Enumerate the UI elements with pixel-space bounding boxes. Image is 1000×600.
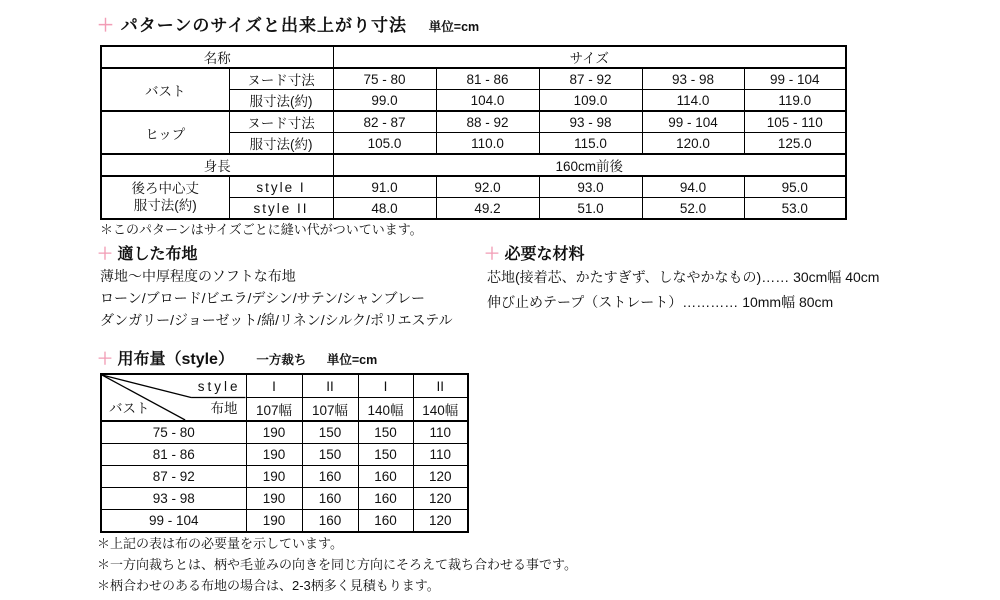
fabric-line: ダンガリー/ジョーゼット/綿/リネン/シルク/ポリエステル: [100, 312, 453, 328]
yardage-cell: 120: [413, 466, 468, 488]
yardage-row: [101, 466, 468, 488]
yardage-cell: 190: [246, 510, 302, 533]
size-table-header-row: [101, 46, 846, 68]
size-cell: 93 - 98: [642, 68, 744, 90]
width-header-cell: 107幅: [246, 398, 302, 422]
yardage-row: [101, 421, 468, 444]
size-cell: 104.0: [436, 90, 539, 112]
style-header-cell: II: [413, 374, 468, 398]
size-cell: 75 - 80: [333, 68, 436, 90]
materials-section-title: [484, 241, 584, 264]
plus-icon: ＋: [97, 16, 115, 35]
yardage-cell: 160: [358, 510, 413, 533]
size-table: [100, 45, 847, 220]
hip-garment-label-cell: 服寸法(約): [229, 133, 333, 155]
size-cell: 91.0: [333, 176, 436, 198]
yardage-cell: 160: [358, 488, 413, 510]
size-cell: 81 - 86: [436, 68, 539, 90]
corner-style-label: style: [197, 379, 241, 394]
size-header-cell: サイズ: [333, 46, 846, 68]
yardage-cell: 190: [246, 421, 302, 444]
plus-icon: ＋: [484, 246, 501, 263]
page-title: [97, 11, 479, 36]
size-cell: 115.0: [539, 133, 642, 155]
yardage-row-label: 87 - 92: [101, 466, 246, 488]
materials-section-body: [487, 265, 879, 315]
yardage-cell: 190: [246, 488, 302, 510]
materials-section-title-text: 必要な材料: [504, 246, 585, 263]
height-label-cell: 身長: [101, 154, 333, 176]
yardage-cell: 190: [246, 444, 302, 466]
size-cell: 48.0: [333, 198, 436, 220]
size-cell: 93.0: [539, 176, 642, 198]
corner-fabric-label: 布地: [210, 400, 238, 416]
yardage-row-label: 75 - 80: [101, 421, 246, 444]
yardage-cutting-label: 一方裁ち: [256, 353, 307, 367]
size-cell: 87 - 92: [539, 68, 642, 90]
size-cell: 52.0: [642, 198, 744, 220]
size-table-note: ＊このパターンはサイズごとに縫い代がついています。: [100, 222, 423, 237]
yardage-cell: 160: [358, 466, 413, 488]
yardage-section-title-text: 用布量（style）: [117, 351, 234, 368]
yardage-cell: 120: [413, 510, 468, 533]
size-cell: 105 - 110: [744, 111, 846, 133]
size-cell: 51.0: [539, 198, 642, 220]
style2-label-cell: style II: [229, 198, 333, 220]
size-cell: 120.0: [642, 133, 744, 155]
yardage-cell: 160: [302, 466, 358, 488]
unit-label: 単位=cm: [428, 20, 480, 34]
yardage-row-label: 81 - 86: [101, 444, 246, 466]
yardage-cell: 190: [246, 466, 302, 488]
size-cell: 109.0: [539, 90, 642, 112]
yardage-row-label: 99 - 104: [101, 510, 246, 533]
yardage-section-title: [97, 346, 377, 369]
yardage-cell: 120: [413, 488, 468, 510]
yardage-row: [101, 488, 468, 510]
plus-icon: ＋: [97, 351, 114, 368]
yardage-cell: 160: [302, 488, 358, 510]
back-length-label-cell: [101, 176, 229, 219]
fabric-line: 薄地〜中厚程度のソフトな布地: [100, 268, 296, 284]
size-cell: 95.0: [744, 176, 846, 198]
size-cell: 99.0: [333, 90, 436, 112]
yardage-style-header-row: [101, 374, 468, 398]
width-header-cell: 140幅: [413, 398, 468, 422]
yardage-cell: 110: [413, 444, 468, 466]
bust-label-cell: バスト: [101, 68, 229, 111]
page-title-text: パターンのサイズと出来上がり寸法: [120, 16, 408, 35]
footnote-line: ＊一方向裁ちとは、柄や毛並みの向きを同じ方向にそろえて裁ち合わせる事です。: [97, 557, 577, 572]
size-cell: 105.0: [333, 133, 436, 155]
yardage-row-label: 93 - 98: [101, 488, 246, 510]
width-header-cell: 107幅: [302, 398, 358, 422]
style-header-cell: II: [302, 374, 358, 398]
size-cell: 99 - 104: [642, 111, 744, 133]
materials-line: 伸び止めテープ（ストレート）………… 10mm幅 80cm: [487, 294, 834, 310]
yardage-cell: 150: [302, 444, 358, 466]
yardage-corner-cell: [101, 374, 246, 421]
yardage-table: [100, 373, 469, 533]
plus-icon: ＋: [97, 246, 114, 263]
size-cell: 110.0: [436, 133, 539, 155]
hip-nude-label-cell: ヌード寸法: [229, 111, 333, 133]
style-header-cell: I: [246, 374, 302, 398]
hip-nude-row: [101, 111, 846, 133]
size-cell: 93 - 98: [539, 111, 642, 133]
yardage-cell: 150: [358, 421, 413, 444]
height-row: [101, 154, 846, 176]
height-value-cell: 160cm前後: [333, 154, 846, 176]
size-cell: 92.0: [436, 176, 539, 198]
fabric-line: ローン/ブロード/ビエラ/デシン/サテン/シャンブレー: [100, 290, 425, 306]
width-header-cell: 140幅: [358, 398, 413, 422]
size-cell: 114.0: [642, 90, 744, 112]
materials-line: 芯地(接着芯、かたすぎず、しなやかなもの)…… 30cm幅 40cm: [487, 269, 880, 285]
size-cell: 82 - 87: [333, 111, 436, 133]
back-length-label-line2: 服寸法(約): [133, 197, 197, 213]
yardage-cell: 110: [413, 421, 468, 444]
size-cell: 53.0: [744, 198, 846, 220]
bust-garment-label-cell: 服寸法(約): [229, 90, 333, 112]
fabric-section-title: [97, 241, 197, 264]
style-header-cell: I: [358, 374, 413, 398]
back-length-label-line1: 後ろ中心丈: [131, 180, 199, 196]
size-cell: 119.0: [744, 90, 846, 112]
bust-nude-row: [101, 68, 846, 90]
size-cell: 99 - 104: [744, 68, 846, 90]
yardage-cell: 160: [302, 510, 358, 533]
size-cell: 125.0: [744, 133, 846, 155]
footnote-line: ＊上記の表は布の必要量を示しています。: [97, 536, 343, 551]
yardage-cell: 150: [302, 421, 358, 444]
name-header-cell: 名称: [101, 46, 333, 68]
fabric-section-title-text: 適した布地: [117, 246, 198, 263]
yardage-unit-label: 単位=cm: [326, 353, 378, 367]
back-length-style1-row: [101, 176, 846, 198]
size-cell: 49.2: [436, 198, 539, 220]
style1-label-cell: style I: [229, 176, 333, 198]
yardage-cell: 150: [358, 444, 413, 466]
fabric-section-body: [100, 265, 453, 331]
yardage-row: [101, 510, 468, 533]
hip-label-cell: ヒップ: [101, 111, 229, 154]
yardage-row: [101, 444, 468, 466]
size-cell: 88 - 92: [436, 111, 539, 133]
size-cell: 94.0: [642, 176, 744, 198]
corner-bust-label: バスト: [109, 400, 150, 416]
footnotes: [97, 533, 577, 596]
bust-nude-label-cell: ヌード寸法: [229, 68, 333, 90]
footnote-line: ＊柄合わせのある布地の場合は、2-3柄多く見積もります。: [97, 578, 440, 593]
